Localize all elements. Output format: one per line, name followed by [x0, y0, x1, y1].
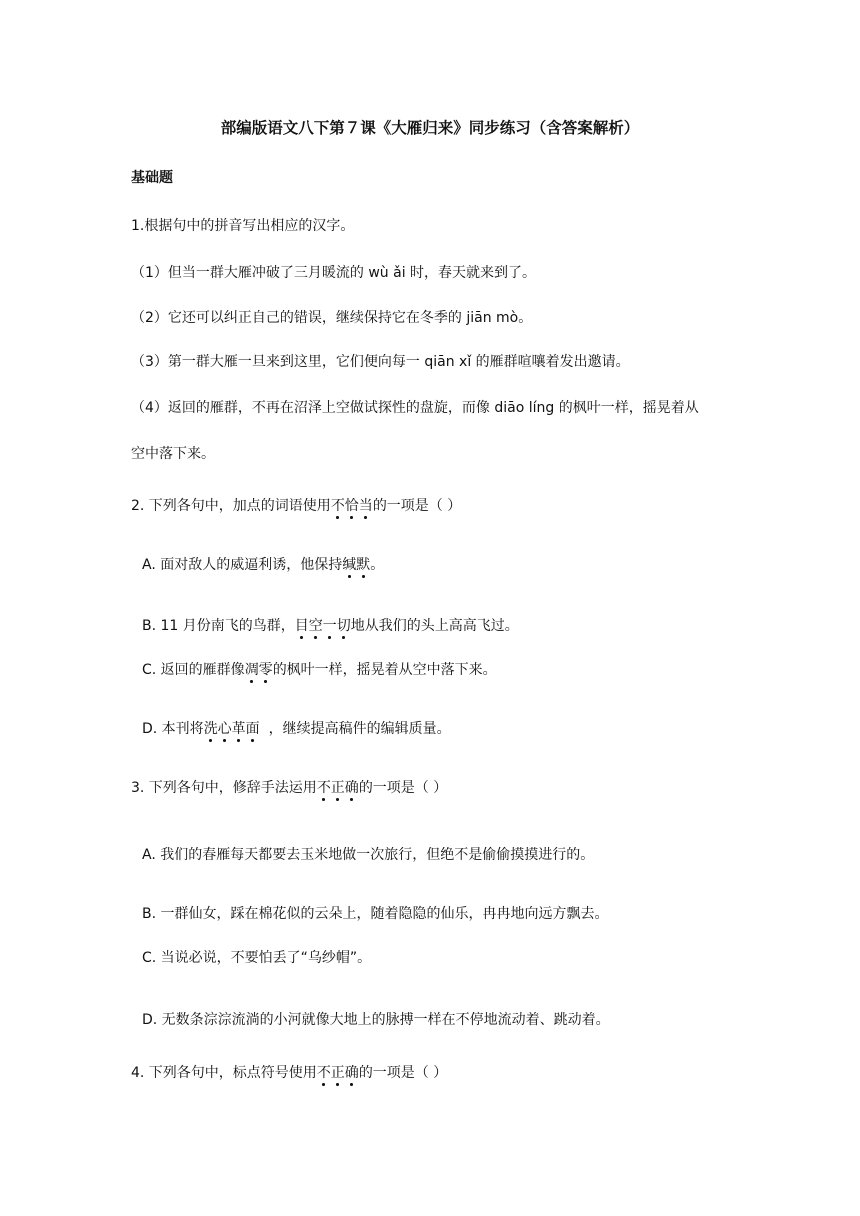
question-2-stem — [131, 496, 461, 516]
question-1-stem: 1.根据句中的拼音写出相应的汉字。 — [131, 218, 355, 234]
question-1-item-1: （1）但当一群大雁冲破了三月暖流的 wù ǎi 时，春天就来到了。 — [131, 265, 537, 281]
option-text: B. 11 月份南飞的鸟群， — [142, 618, 295, 634]
page-title: 部编版语文八下第７课《大雁归来》同步练习（含答案解析） — [220, 119, 640, 137]
stem-text: 的一项是（ ） — [358, 780, 448, 796]
question-2-option-b — [142, 616, 519, 636]
emphasis-text: 不正确 — [317, 778, 359, 798]
option-text: 。 — [370, 557, 385, 573]
option-text: ，继续提高稿件的编辑质量。 — [259, 721, 451, 737]
question-2-option-a — [142, 555, 384, 575]
question-3-option-d: D. 无数条淙淙流淌的小河就像大地上的脉搏一样在不停地流动着、跳动着。 — [142, 1012, 610, 1028]
question-3-stem — [131, 778, 447, 798]
question-1-item-4: （4）返回的雁群，不再在沼泽上空做试探性的盘旋，而像 diāo líng 的枫叶一样，摇晃着从 — [131, 400, 699, 416]
emphasis-text: 不恰当 — [331, 496, 373, 516]
question-1-item-2: （2）它还可以纠正自己的错误，继续保持它在冬季的 jiān mò。 — [131, 310, 533, 326]
emphasis-text: 洗心革面 — [204, 719, 260, 739]
option-text: 的枫叶一样，摇晃着从空中落下来。 — [272, 662, 497, 678]
stem-text: 3. 下列各句中，修辞手法运用 — [131, 780, 317, 796]
emphasis-text: 目空一切 — [295, 616, 351, 636]
question-3-option-c: C. 当说必说，不要怕丢了“乌纱帽”。 — [142, 950, 372, 966]
question-1-item-3: （3）第一群大雁一旦来到这里，它们便向每一 qiān xǐ 的雁群喧嚷着发出邀请。 — [131, 354, 630, 370]
question-4-stem — [131, 1063, 447, 1083]
stem-text: 4. 下列各句中，标点符号使用 — [131, 1065, 317, 1081]
question-3-option-b: B. 一群仙女，踩在棉花似的云朵上，随着隐隐的仙乐，冉冉地向远方飘去。 — [142, 906, 609, 922]
option-text: A. 面对敌人的威逼利诱，他保持 — [142, 557, 343, 573]
question-3-option-a: A. 我们的春雁每天都要去玉米地做一次旅行，但绝不是偷偷摸摸进行的。 — [142, 847, 595, 863]
option-text: C. 返回的雁群像 — [142, 662, 245, 678]
question-2-option-c — [142, 660, 497, 680]
stem-text: 的一项是（ ） — [358, 1065, 448, 1081]
stem-text: 2. 下列各句中，加点的词语使用 — [131, 498, 331, 514]
option-text: 地从我们的头上高高飞过。 — [350, 618, 519, 634]
question-1-item-4-continued: 空中落下来。 — [131, 446, 215, 462]
stem-text: 的一项是（ ） — [372, 498, 462, 514]
emphasis-text: 不正确 — [317, 1063, 359, 1083]
section-heading: 基础题 — [131, 170, 173, 186]
question-2-option-d — [142, 719, 451, 739]
emphasis-text: 凋零 — [245, 660, 273, 680]
option-text: D. 本刊将 — [142, 721, 204, 737]
emphasis-text: 缄默 — [342, 555, 370, 575]
